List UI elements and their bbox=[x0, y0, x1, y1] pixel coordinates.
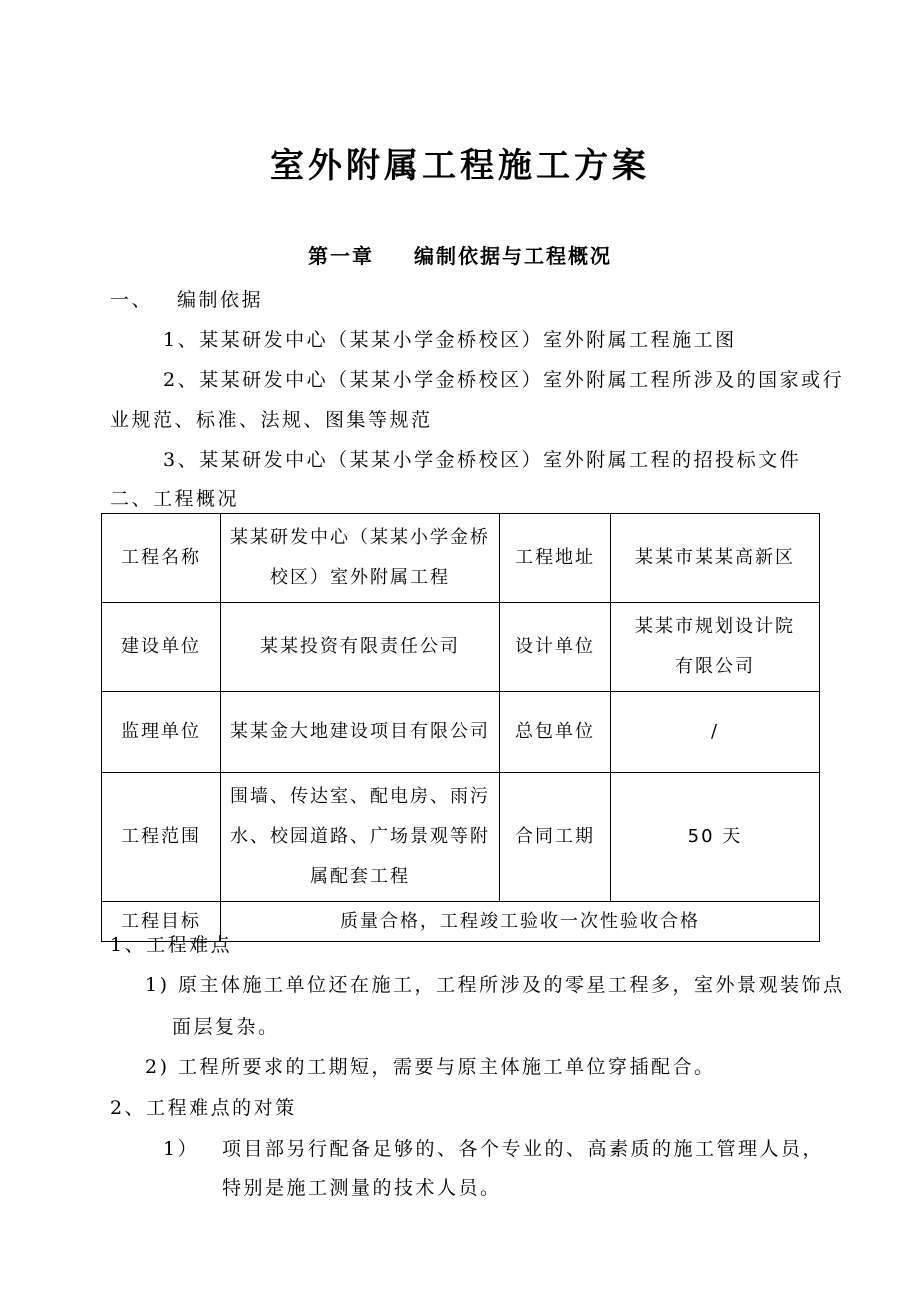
cell-value: 某某市某某高新区 bbox=[611, 514, 820, 603]
section-title: 编制依据 bbox=[177, 289, 264, 311]
cell-label: 工程范围 bbox=[102, 773, 221, 902]
countermeasure-item-1: 项目部另行配备足够的、各个专业的、高素质的施工管理人员， bbox=[222, 1138, 825, 1160]
cell-label: 设计单位 bbox=[500, 603, 611, 692]
table-row bbox=[102, 692, 820, 773]
difficulty-item-1: 1) 原主体施工单位还在施工，工程所涉及的零星工程多，室外景观装饰点 bbox=[145, 974, 845, 996]
chapter-number: 第一章 bbox=[308, 244, 374, 268]
difficulty-item-2: 2) 工程所要求的工期短，需要与原主体施工单位穿插配合。 bbox=[145, 1056, 716, 1078]
project-overview-table bbox=[101, 513, 820, 942]
subsection-heading-difficulties: 1、工程难点 bbox=[110, 934, 233, 956]
countermeasure-item-number: 1） bbox=[163, 1138, 200, 1160]
cell-label: 监理单位 bbox=[102, 692, 221, 773]
cell-label: 工程地址 bbox=[500, 514, 611, 603]
basis-item-1: 1、某某研发中心（某某小学金桥校区）室外附属工程施工图 bbox=[163, 329, 737, 351]
cell-value: 某某投资有限责任公司 bbox=[221, 603, 500, 692]
cell-label: 总包单位 bbox=[500, 692, 611, 773]
difficulty-item-1-continued: 面层复杂。 bbox=[172, 1016, 280, 1038]
document-title: 室外附属工程施工方案 bbox=[270, 146, 650, 186]
countermeasure-item-1-continued: 特别是施工测量的技术人员。 bbox=[222, 1177, 502, 1199]
table-row bbox=[102, 603, 820, 692]
table-row bbox=[102, 514, 820, 603]
cell-label: 建设单位 bbox=[102, 603, 221, 692]
table-row bbox=[102, 773, 820, 902]
cell-value: 质量合格，工程竣工验收一次性验收合格 bbox=[221, 902, 820, 942]
cell-label: 工程名称 bbox=[102, 514, 221, 603]
cell-value: 围墙、传达室、配电房、雨污水、校园道路、广场景观等附属配套工程 bbox=[221, 773, 500, 902]
cell-value: / bbox=[611, 692, 820, 773]
cell-value: 某某研发中心（某某小学金桥校区）室外附属工程 bbox=[221, 514, 500, 603]
cell-value: 某某市规划设计院有限公司 bbox=[611, 603, 820, 692]
section-heading-basis bbox=[110, 285, 263, 312]
cell-value: 50 天 bbox=[611, 773, 820, 902]
section-heading-overview: 二、工程概况 bbox=[110, 488, 240, 510]
basis-item-2-continued: 业规范、标准、法规、图集等规范 bbox=[110, 409, 433, 431]
chapter-heading bbox=[0, 240, 920, 269]
subsection-heading-countermeasures: 2、工程难点的对策 bbox=[110, 1097, 297, 1119]
chapter-name: 编制依据与工程概况 bbox=[414, 244, 612, 268]
basis-item-2: 2、某某研发中心（某某小学金桥校区）室外附属工程所涉及的国家或行 bbox=[163, 369, 845, 391]
basis-item-3: 3、某某研发中心（某某小学金桥校区）室外附属工程的招投标文件 bbox=[163, 449, 802, 471]
cell-value: 某某金大地建设项目有限公司 bbox=[221, 692, 500, 773]
section-number: 一、 bbox=[110, 289, 154, 311]
cell-label: 合同工期 bbox=[500, 773, 611, 902]
cell-label: 工程目标 bbox=[102, 902, 221, 942]
